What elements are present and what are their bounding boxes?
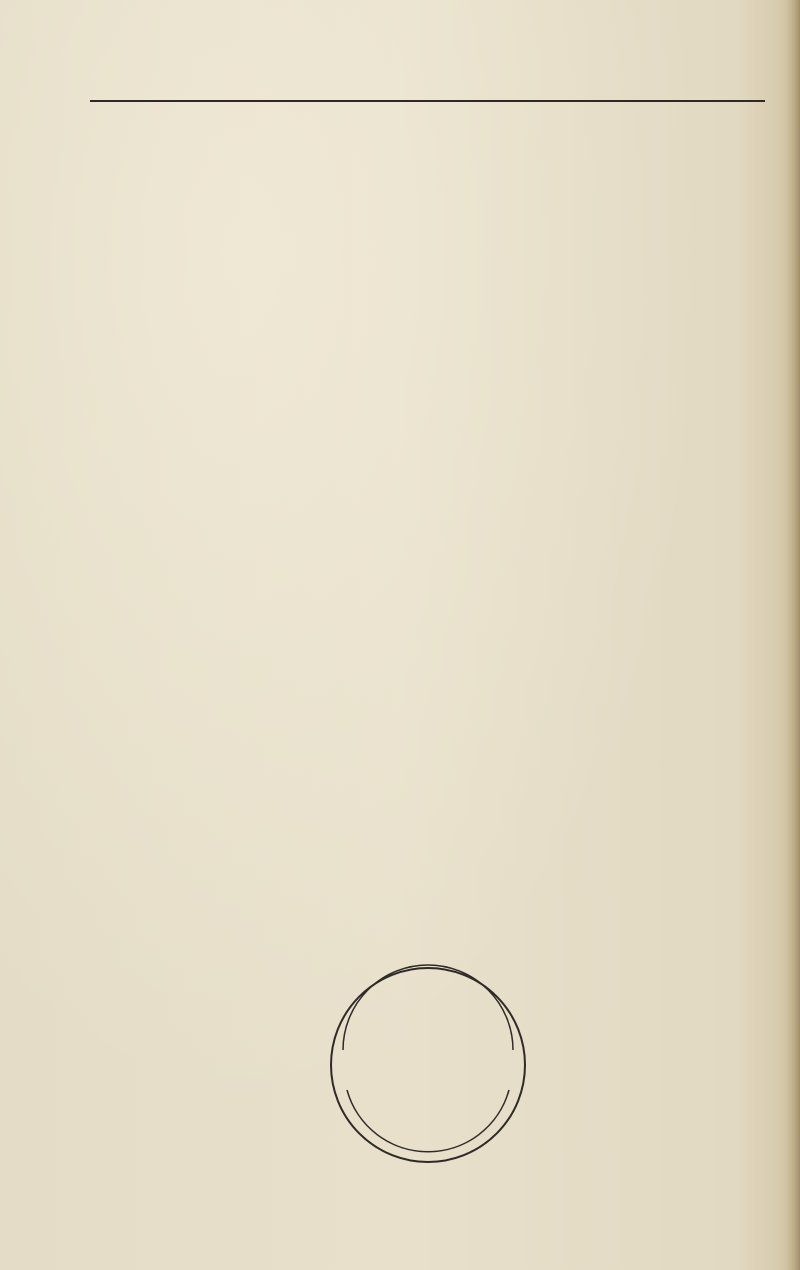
library-stamp-icon: [313, 950, 543, 1180]
page-header: [60, 44, 765, 84]
header-rule: [90, 100, 765, 102]
page-edge-shadow: [786, 0, 800, 1270]
